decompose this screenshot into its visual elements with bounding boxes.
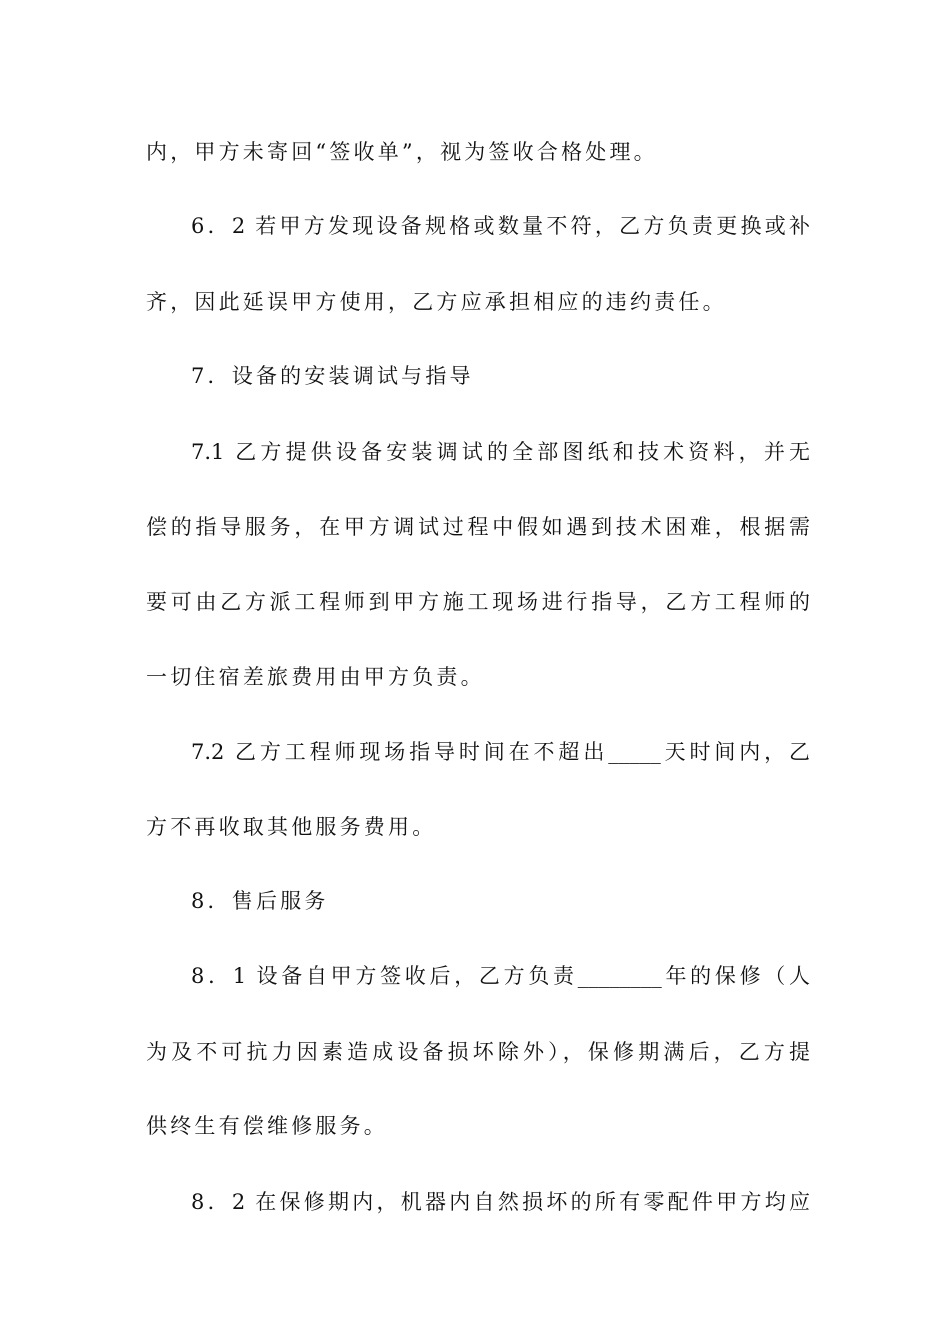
text-line: 方不再收取其他服务费用。 <box>146 815 437 839</box>
clause-8-2-line: 8．2 在保修期内，机器内自然损坏的所有零配件甲方均应 <box>191 1190 810 1214</box>
section-8-heading: 8．售后服务 <box>191 889 329 913</box>
clause-7-2-line: 7.2 乙方工程师现场指导时间在不超出_____天时间内，乙 <box>191 740 810 764</box>
text-line: 要可由乙方派工程师到甲方施工现场进行指导，乙方工程师的 <box>146 590 810 614</box>
section-7-heading: 7．设备的安装调试与指导 <box>191 364 474 388</box>
clause-6-2-line: 6．2 若甲方发现设备规格或数量不符，乙方负责更换或补 <box>191 214 810 238</box>
text-line: 内，甲方未寄回“签收单”，视为签收合格处理。 <box>146 140 658 164</box>
text-line: 供终生有偿维修服务。 <box>146 1114 388 1138</box>
clause-8-1-line: 8．1 设备自甲方签收后，乙方负责________年的保修（人 <box>191 964 810 988</box>
text-line: 一切住宿差旅费用由甲方负责。 <box>146 665 485 689</box>
text-line: 偿的指导服务，在甲方调试过程中假如遇到技术困难，根据需 <box>146 515 810 539</box>
clause-7-1-line: 7.1 乙方提供设备安装调试的全部图纸和技术资料，并无 <box>191 440 810 464</box>
text-line: 为及不可抗力因素造成设备损坏除外），保修期满后，乙方提 <box>146 1040 810 1064</box>
text-line: 齐，因此延误甲方使用，乙方应承担相应的违约责任。 <box>146 290 727 314</box>
